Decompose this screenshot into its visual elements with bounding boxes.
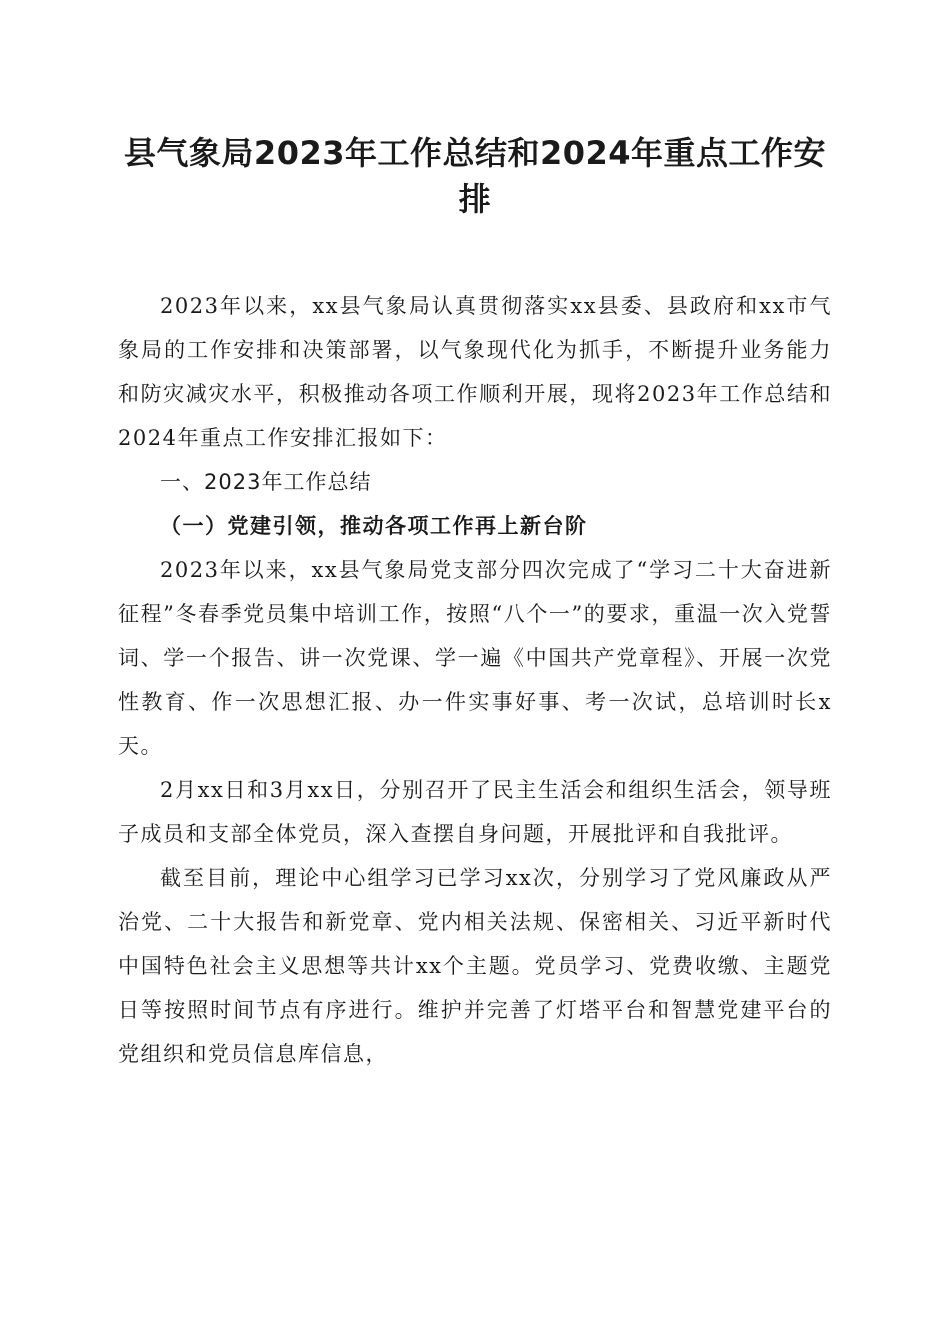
document-page bbox=[118, 130, 832, 1076]
body-paragraph: 2月xx日和3月xx日，分别召开了民主生活会和组织生活会，领导班子成员和支部全体党员，深入查摆自身问题，开展批评和自我批评。 bbox=[118, 778, 832, 846]
document-title: 县气象局2023年工作总结和2024年重点工作安排 bbox=[123, 134, 827, 218]
body-paragraph: 2023年以来，xx县气象局党支部分四次完成了“学习二十大奋进新征程”冬春季党员集中培训工作，按照“八个一”的要求，重温一次入党誓词、学一个报告、讲一次党课、学一遍《中国共产党章程》、开展一次党性教育、作一次思想汇报、办一件实事好事、考一次试，总培训时长x天。 bbox=[118, 558, 832, 758]
intro-paragraph: 2023年以来，xx县气象局认真贯彻落实xx县委、县政府和xx市气象局的工作安排和决策部署，以气象现代化为抓手，不断提升业务能力和防灾减灾水平，积极推动各项工作顺利开展，现将2023年工作总结和2024年重点工作安排汇报如下： bbox=[118, 294, 832, 450]
section-heading: 一、2023年工作总结 bbox=[160, 470, 372, 494]
body-paragraph: 截至目前，理论中心组学习已学习xx次，分别学习了党风廉政从严治党、二十大报告和新党章、党内相关法规、保密相关、习近平新时代中国特色社会主义思想等共计xx个主题。党员学习、党费收缴、主题党日等按照时间节点有序进行。维护并完善了灯塔平台和智慧党建平台的党组织和党员信息库信息， bbox=[118, 866, 832, 1066]
subsection-heading: （一）党建引领，推动各项工作再上新台阶 bbox=[160, 513, 588, 538]
